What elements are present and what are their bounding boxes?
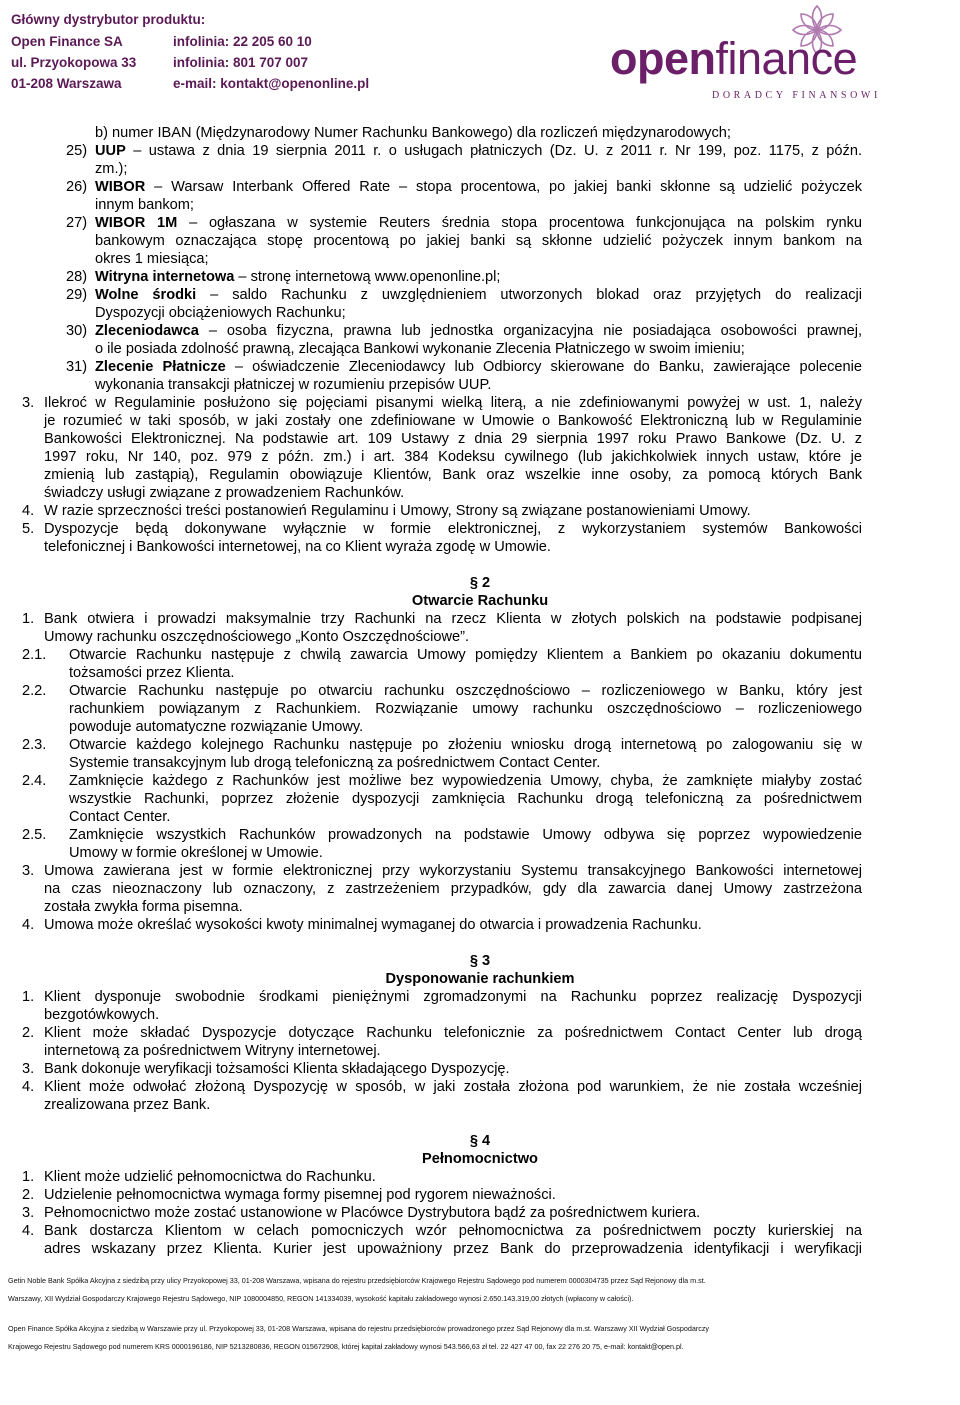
logo-open-text: open bbox=[610, 33, 716, 84]
sec2-p4-number: 4. bbox=[22, 917, 35, 933]
sec3-p1-line-1: Klient dysponuje swobodnie środkami pieniężnymi zgromadzonymi na Rachunku poprzez realizację Dyspozycji bbox=[44, 989, 862, 1005]
sec2-p22-line-1: Otwarcie Rachunku następuje po otwarciu rachunku oszczędnościowo – rozliczeniowego w Banku, który jest bbox=[69, 683, 862, 699]
sec2-p4-line-1: Umowa może określać wysokości kwoty minimalnej wymaganej do otwarcia i prowadzenia Rachunku. bbox=[44, 917, 702, 933]
def-28-text: – stronę internetową www.openonline.pl; bbox=[238, 269, 501, 285]
sec3-p4-line-1: Klient może odwołać złożoną Dyspozycję w sposób, w jaki została złożona pod warunkiem, że nie została wcześniej bbox=[44, 1079, 862, 1095]
sec4-p2-number: 2. bbox=[22, 1187, 35, 1203]
def-30-number: 30) bbox=[66, 323, 88, 339]
def-26-number: 26) bbox=[66, 179, 88, 195]
def-25-number: 25) bbox=[66, 143, 88, 159]
sec2-p24-number: 2.4. bbox=[22, 773, 47, 789]
contact-email: e-mail: kontakt@openonline.pl bbox=[173, 76, 370, 91]
sec2-p23-line-1: Otwarcie każdego kolejnego Rachunku następuje po złożeniu wniosku drogą internetową po zalogowaniu się w bbox=[69, 737, 862, 753]
def-30-cont: o ile posiada zdolność prawną, zlecająca Bankowi wykonanie Zlecenia Płatniczego w swoim imieniu; bbox=[95, 341, 745, 357]
def-27-number: 27) bbox=[66, 215, 88, 231]
sec4-p4-line-1: Bank dostarcza Klientom w celach pomocniczych wzór pełnomocnictwa za pośrednictwem poczty kurierskiej na bbox=[44, 1223, 862, 1239]
sec4-p3-line-1: Pełnomocnictwo może zostać ustanowione w Placówce Dystrybutora bądź za pośrednictwem kuriera. bbox=[44, 1205, 701, 1221]
sec4-p3-number: 3. bbox=[22, 1205, 35, 1221]
def-31-cont: wykonania transakcji płatniczej w rozumieniu przepisów UUP. bbox=[95, 377, 492, 393]
def-27-line bbox=[95, 214, 862, 232]
sec2-p3-line-3: została zwykła forma pisemna. bbox=[44, 899, 243, 915]
def-25-text: – ustawa z dnia 19 sierpnia 2011 r. o usługach płatniczych (Dz. U. z 2011 r. Nr 199, poz. 1175, z późn. bbox=[133, 143, 862, 159]
sec2-p25-line-1: Zamknięcie wszystkich Rachunków prowadzonych na podstawie Umowy odbywa się poprzez wypowiedzenie bbox=[69, 827, 862, 843]
distributor-info bbox=[11, 12, 370, 102]
sec1-p3-line-5: zmienią lub zastąpią), Regulamin obowiązuje Klientów, Bank oraz wszelkie inne osoby, za pomocą których Bank bbox=[44, 467, 862, 483]
sec1-p4-number: 4. bbox=[22, 503, 35, 519]
sec2-p1-line-2: Umowy rachunku oszczędnościowego „Konto Oszczędnościowe”. bbox=[44, 629, 470, 645]
def-30-term: Zleceniodawca bbox=[95, 323, 199, 339]
def-30-text: – osoba fizyczna, prawna lub jednostka organizacyjna nie posiadająca osobowości prawnej, bbox=[208, 323, 863, 339]
sec2-title: Otwarcie Rachunku bbox=[411, 593, 549, 609]
sec3-p3-line-1: Bank dokonuje weryfikacji tożsamości Klienta składającego Dyspozycję. bbox=[44, 1061, 510, 1077]
def-31-text: – oświadczenie Zleceniodawcy lub Odbiorcy skierowane do Banku, zawierające polecenie bbox=[234, 359, 862, 375]
sec4-p4-line-2: adres wskazany przez Klienta. Kurier jest upoważniony przez Bank do przeprowadzenia identyfikacji i weryfikacji bbox=[44, 1241, 862, 1257]
def-29-number: 29) bbox=[66, 287, 88, 303]
footer-bank-line-2: Warszawy, XII Wydział Gospodarczy Krajowego Rejestru Sądowego, NIP 1080004850, REGON 141334039, wysokość kapitału zakładowego wynosi 2.650.143.319,00 złotych (wpłacony w całości). bbox=[8, 1294, 634, 1303]
def-27-term: WIBOR 1M bbox=[95, 215, 178, 231]
sec1-p3-line-4: 1997 roku, Nr 140, poz. 979 z późn. zm.) i art. 384 Kodeksu cywilnego (lub jakichkolwiek innych ustaw, które je bbox=[44, 449, 862, 465]
sec4-title: Pełnomocnictwo bbox=[422, 1151, 538, 1167]
sec3-p4-number: 4. bbox=[22, 1079, 35, 1095]
def-25-term: UUP bbox=[95, 143, 126, 159]
open-finance-logo bbox=[608, 4, 960, 104]
def-26-line bbox=[95, 178, 862, 196]
distributor-label: Główny dystrybutor produktu: bbox=[11, 12, 206, 27]
sec2-p25-line-2: Umowy w formie określonej w Umowie. bbox=[69, 845, 323, 861]
city-address: 01-208 Warszawa bbox=[11, 76, 122, 91]
sec1-p5-number: 5. bbox=[22, 521, 35, 537]
def-27-cont-1: bankowym oznaczająca stopę procentową po jakiej banki są skłonne udzielić pożyczek innym bankom na bbox=[95, 233, 862, 249]
sec2-p21-line-2: tożsamości przez Klienta. bbox=[69, 665, 235, 681]
sec4-p2-line-1: Udzielenie pełnomocnictwa wymaga formy pisemnej pod rygorem nieważności. bbox=[44, 1187, 556, 1203]
def-28-line bbox=[95, 268, 500, 286]
sec4-p1-number: 1. bbox=[22, 1169, 35, 1185]
sec2-p22-line-2: rachunkiem powiązanym z Rachunkiem. Rozwiązanie umowy rachunku oszczędnościowo – rozliczeniowego bbox=[69, 701, 862, 717]
sec2-p21-number: 2.1. bbox=[22, 647, 47, 663]
logo-wordmark bbox=[610, 34, 857, 84]
sec4-paragraph-sign: § 4 bbox=[469, 1133, 491, 1149]
sec2-p3-line-1: Umowa zawierana jest w formie elektronicznej przy wykorzystaniu Systemu transakcyjnego Bankowości internetowej bbox=[44, 863, 862, 879]
sec3-p3-number: 3. bbox=[22, 1061, 35, 1077]
def-25-line bbox=[95, 142, 862, 160]
sec1-p3-line-6: świadczy usługi związane z prowadzeniem Rachunków. bbox=[44, 485, 405, 501]
def-27-text: – ogłaszana w systemie Reuters średnia stopa procentowa funkcjonująca na polskim rynku bbox=[189, 215, 862, 231]
def-27-cont-2: okres 1 miesiąca; bbox=[95, 251, 209, 267]
footer-openfinance-line-2: Krajowego Rejestru Sądowego pod numerem KRS 0000196186, NIP 5213280836, REGON 015672908, której kapitał zakładowy wynosi 543.566,63 zł tel. 22 427 47 00, fax 22 276 20 75, e-mail: kontakt@open.pl. bbox=[8, 1342, 684, 1351]
def-29-line bbox=[95, 286, 862, 304]
sec2-paragraph-sign: § 2 bbox=[469, 575, 491, 591]
sec4-p4-number: 4. bbox=[22, 1223, 35, 1239]
def-31-term: Zlecenie Płatnicze bbox=[95, 359, 226, 375]
sec2-p23-line-2: Systemie transakcyjnym lub drogą telefoniczną za pośrednictwem Contact Center. bbox=[69, 755, 601, 771]
footer-openfinance-line-1: Open Finance Spółka Akcyjna z siedzibą w Warszawie przy ul. Przyokopowej 33, 01-208 Warszawa, wpisana do rejestru przedsiębiorców prowadzonego przez Sąd Rejonowy dla m.st. Warszawy XII Wydział Gospodarczy bbox=[8, 1324, 710, 1333]
logo-subtitle: DORADCY FINANSOWI bbox=[712, 90, 881, 101]
def-29-text: – saldo Rachunku z uwzględnieniem utworzonych blokad oraz przyjętych do realizacji bbox=[210, 287, 862, 303]
hotline-1: infolinia: 22 205 60 10 bbox=[173, 34, 312, 49]
sec2-p25-number: 2.5. bbox=[22, 827, 47, 843]
def-28-number: 28) bbox=[66, 269, 88, 285]
sec1-p4-line-1: W razie sprzeczności treści postanowień Regulaminu i Umowy, Strony są związane postanowieniami Umowy. bbox=[44, 503, 751, 519]
sec1-p5-line-2: telefonicznej i Bankowości internetowej, na co Klient wyraża zgodę w Umowie. bbox=[44, 539, 551, 555]
sec2-p1-number: 1. bbox=[22, 611, 35, 627]
sec2-p22-line-3: powoduje automatyczne rozwiązanie Umowy. bbox=[69, 719, 364, 735]
def-31-line bbox=[95, 358, 862, 376]
sec3-p2-number: 2. bbox=[22, 1025, 35, 1041]
company-name: Open Finance SA bbox=[11, 34, 123, 49]
sec1-p5-line-1: Dyspozycje będą dokonywane wyłącznie w formie elektronicznej, z wykorzystaniem systemów Bankowości bbox=[44, 521, 862, 537]
def-25-cont: zm.); bbox=[95, 161, 128, 177]
hotline-2: infolinia: 801 707 007 bbox=[173, 55, 309, 70]
def-29-cont: Dyspozycji obciążeniowych Rachunku; bbox=[95, 305, 346, 321]
def-26-term: WIBOR bbox=[95, 179, 146, 195]
page-header bbox=[0, 0, 960, 110]
sec1-p3-line-3: Bankowości Elektronicznej. Na podstawie art. 109 Ustawy z dnia 29 sierpnia 1997 roku Prawo Bankowe (Dz. U. z bbox=[44, 431, 862, 447]
sec1-p3-line-2: je rozumieć w taki sposób, w jaki zostały one zdefiniowane w Umowie o Bankowość Elektroniczną lub w Regulaminie bbox=[44, 413, 862, 429]
def-30-line bbox=[95, 322, 862, 340]
def-26-cont: innym bankom; bbox=[95, 197, 194, 213]
def-b-line: b) numer IBAN (Międzynarodowy Numer Rachunku Bankowego) dla rozliczeń międzynarodowych; bbox=[95, 125, 731, 141]
sec2-p1-line-1: Bank otwiera i prowadzi maksymalnie trzy Rachunki na rzecz Klienta w złotych polskich na podstawie podpisanej bbox=[44, 611, 862, 627]
def-29-term: Wolne środki bbox=[95, 287, 197, 303]
sec1-p3-line-1: Ilekroć w Regulaminie posłużono się pojęciami pisanymi wielką literą, a nie zdefiniowanymi powyżej w ust. 1, należy bbox=[44, 395, 862, 411]
sec2-p3-line-2: na czas nieoznaczony lub oznaczony, z zastrzeżeniem przypadków, gdy dla zawarcia danej Umowy zastrzeżona bbox=[44, 881, 862, 897]
sec4-p1-line-1: Klient może udzielić pełnomocnictwa do Rachunku. bbox=[44, 1169, 376, 1185]
sec2-p22-number: 2.2. bbox=[22, 683, 47, 699]
sec2-p21-line-1: Otwarcie Rachunku następuje z chwilą zawarcia Umowy pomiędzy Klientem a Bankiem po okazaniu dokumentu bbox=[69, 647, 862, 663]
footer-bank-line-1: Getin Noble Bank Spółka Akcyjna z siedzibą przy ulicy Przyokopowej 33, 01-208 Warszawa, wpisana do rejestru przedsiębiorców Krajowego Rejestru Sądowego pod numerem 0000304735 przez Sąd Rejonowy dla m.st. bbox=[8, 1276, 706, 1285]
sec2-p3-number: 3. bbox=[22, 863, 35, 879]
sec3-p2-line-2: internetową za pośrednictwem Witryny internetowej. bbox=[44, 1043, 381, 1059]
sec2-p24-line-1: Zamknięcie każdego z Rachunków jest możliwe bez wypowiedzenia Umowy, chyba, że zamknięte miałyby zostać bbox=[69, 773, 862, 789]
sec3-paragraph-sign: § 3 bbox=[469, 953, 491, 969]
street-address: ul. Przyokopowa 33 bbox=[11, 55, 137, 70]
sec2-p24-line-2: wszystkie Rachunki, poprzez złożenie dyspozycji zamknięcia Rachunku drogą telefoniczną za pośrednictwem bbox=[69, 791, 862, 807]
logo-finance-text: finance bbox=[715, 33, 858, 84]
sec2-p23-number: 2.3. bbox=[22, 737, 47, 753]
sec1-p3-number: 3. bbox=[22, 395, 35, 411]
sec3-p4-line-2: zrealizowana przez Bank. bbox=[44, 1097, 211, 1113]
sec2-p24-line-3: Contact Center. bbox=[69, 809, 171, 825]
sec3-p1-number: 1. bbox=[22, 989, 35, 1005]
sec3-title: Dysponowanie rachunkiem bbox=[385, 971, 575, 987]
sec3-p1-line-2: bezgotówkowych. bbox=[44, 1007, 160, 1023]
def-26-text: – Warsaw Interbank Offered Rate – stopa procentowa, po jakiej banki skłonne są udzielić pożyczek bbox=[154, 179, 862, 195]
sec3-p2-line-1: Klient może składać Dyspozycje dotyczące Rachunku telefonicznie za pośrednictwem Contact Center lub drogą bbox=[44, 1025, 862, 1041]
def-31-number: 31) bbox=[66, 359, 88, 375]
def-28-term: Witryna internetowa bbox=[95, 269, 235, 285]
